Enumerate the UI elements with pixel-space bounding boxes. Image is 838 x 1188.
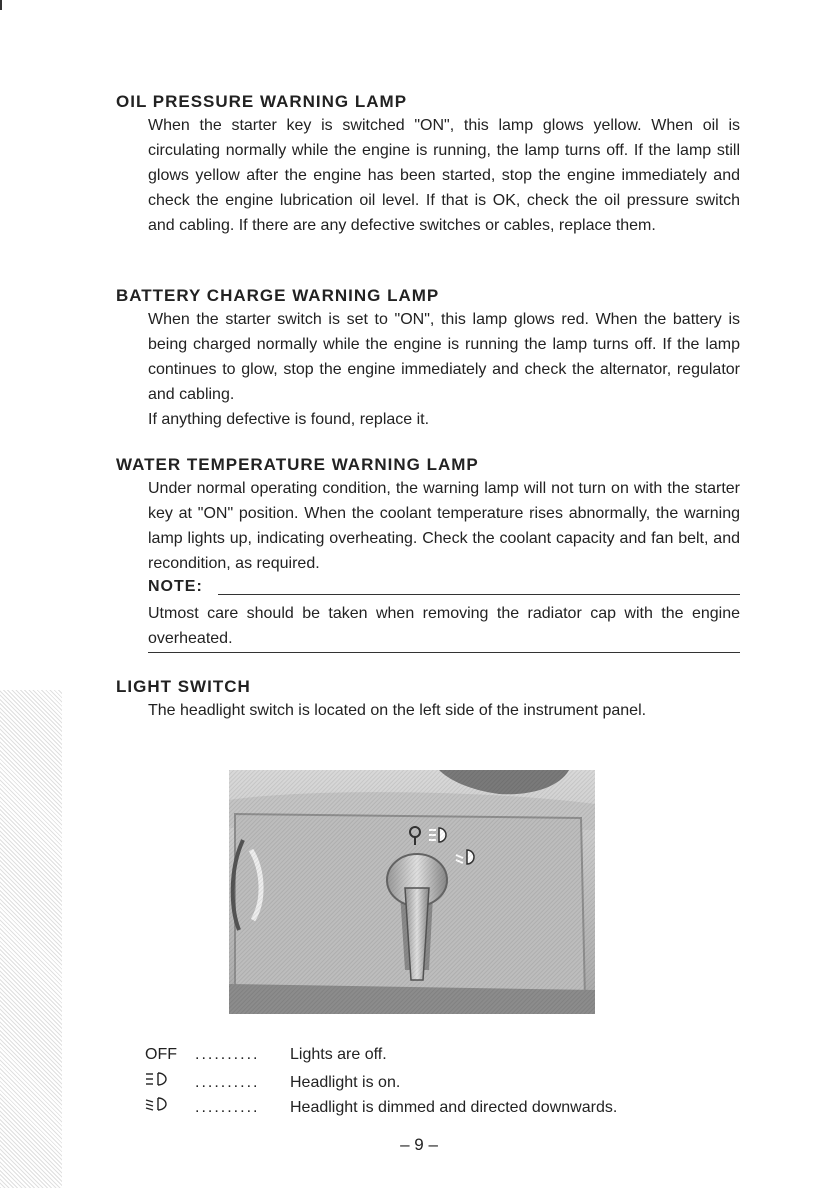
battery-charge-text: When the starter switch is set to "ON", this lamp glows red. When the battery is being charged normally while the engine is running the lamp turns off. If the lamp continues to glow, stop the engine immediately and check the alternator, regulator and cabling. <box>148 311 740 403</box>
light-switch-heading: LIGHT SWITCH <box>116 677 251 696</box>
legend-desc-off: Lights are off. <box>290 1046 387 1063</box>
headlight-on-icon <box>145 1071 195 1092</box>
note-top-rule <box>218 594 740 595</box>
note-bottom-rule <box>148 652 740 653</box>
scan-edge-shadow <box>0 690 62 1188</box>
oil-pressure-heading: OIL PRESSURE WARNING LAMP <box>116 92 408 111</box>
legend-desc-headlight-on: Headlight is on. <box>290 1074 401 1091</box>
legend-dots: .......... <box>195 1074 260 1091</box>
headlight-dimmed-icon <box>145 1096 195 1117</box>
light-switch-text: The headlight switch is located on the left side of the instrument panel. <box>148 702 647 719</box>
battery-charge-heading: BATTERY CHARGE WARNING LAMP <box>116 286 440 305</box>
legend-dots: .......... <box>195 1099 260 1116</box>
note-text: Utmost care should be taken when removing the radiator cap with the engine overheated. <box>148 605 740 647</box>
water-temperature-heading: WATER TEMPERATURE WARNING LAMP <box>116 455 479 474</box>
legend-row-headlight-dimmed <box>145 1096 617 1117</box>
oil-pressure-text: When the starter key is switched "ON", this lamp glows yellow. When oil is circulating normally while the engine is running, the lamp turns off. If the lamp still glows yellow after the engine has been started, stop the engine immediately and check the engine lubrication oil level. If that is OK, check the oil pressure switch and cabling. If there are any defective switches or cables, replace them. <box>148 117 740 234</box>
legend-key-off: OFF <box>145 1046 177 1063</box>
legend-row-off <box>145 1046 387 1064</box>
page-corner-mark <box>0 0 8 10</box>
water-temperature-text: Under normal operating condition, the warning lamp will not turn on with the starter key at "ON" position. When the coolant temperature rises abnormally, the warning lamp lights up, indicating overheating. Check the coolant capacity and fan belt, and recondition, as required. <box>148 480 740 572</box>
legend-dots: .......... <box>195 1046 260 1063</box>
page-number: – 9 – <box>400 1135 438 1154</box>
legend-desc-headlight-dimmed: Headlight is dimmed and directed downwards. <box>290 1099 618 1116</box>
legend-row-headlight-on <box>145 1071 400 1092</box>
headlight-switch-photo <box>229 770 595 1014</box>
battery-charge-text-2: If anything defective is found, replace it. <box>148 411 430 428</box>
note-label: NOTE: <box>148 578 203 595</box>
